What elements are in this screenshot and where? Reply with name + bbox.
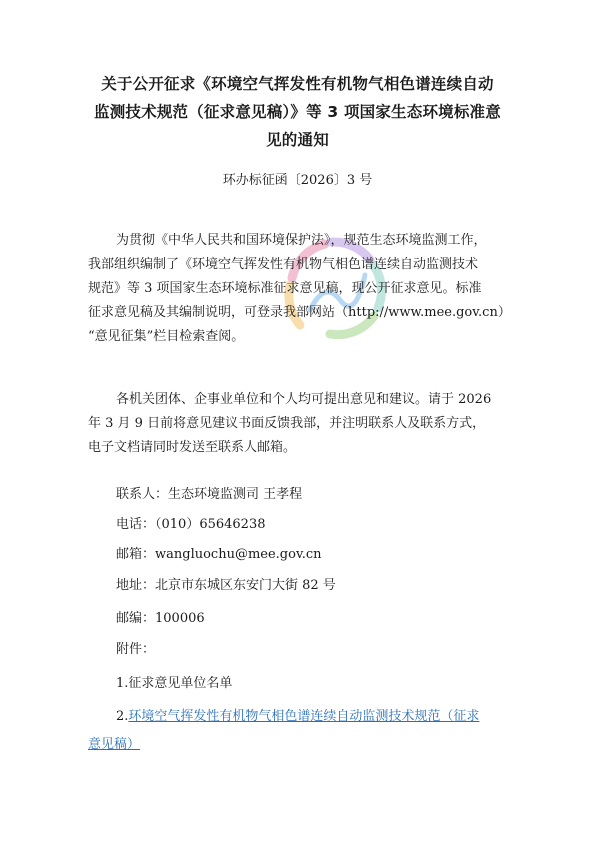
paragraph-2 — [88, 388, 518, 460]
attachments-heading: 附件： — [116, 642, 156, 657]
attachment-item-2-continued — [88, 736, 140, 754]
attachment-item-2-link-continued[interactable]: 意见稿） — [88, 737, 141, 752]
document-number: 环办标征函〔2026〕3 号 — [222, 173, 373, 188]
notice-title — [80, 70, 515, 154]
attachment-item-2 — [116, 708, 479, 726]
paragraph-1-line-5: “意见征集”栏目检索查阅。 — [88, 329, 245, 344]
paragraph-1-line-3: 规范》等 3 项国家生态环境标准征求意见稿，现公开征求意见。标准 — [88, 281, 482, 296]
contact-phone: 电话：（010）65646238 — [116, 517, 266, 532]
paragraph-1-line-4: 征求意见稿及其编制说明，可登录我部网站（http://www.mee.gov.cn） — [88, 305, 511, 320]
title-line-1: 关于公开征求《环境空气挥发性有机物气相色谱连续自动 — [101, 75, 494, 93]
paragraph-1-line-2: 我部组织编制了《环境空气挥发性有机物气相色谱连续自动监测技术 — [88, 257, 479, 272]
paragraph-2-line-2: 年 3 月 9 日前将意见建议书面反馈我部，并注明联系人及联系方式， — [88, 416, 486, 431]
attachment-item-1: 1.征求意见单位名单 — [116, 676, 233, 691]
paragraph-2-line-3: 电子文档请同时发送至联系人邮箱。 — [88, 440, 297, 455]
contact-address: 地址：北京市东城区东安门大街 82 号 — [116, 578, 336, 593]
paragraph-1 — [88, 229, 518, 349]
title-line-2: 监测技术规范（征求意见稿）》等 3 项国家生态环境标准意 — [94, 103, 501, 121]
attachment-item-2-link[interactable]: 环境空气挥发性有机物气相色谱连续自动监测技术规范（征求 — [128, 709, 480, 724]
paragraph-2-line-1: 各机关团体、企事业单位和个人均可提出意见和建议。请于 2026 — [116, 392, 492, 407]
contact-email: 邮箱：wangluochu@mee.gov.cn — [116, 547, 322, 562]
contact-person: 联系人：生态环境监测司 王孝程 — [116, 487, 303, 502]
attachment-item-2-number: 2. — [116, 709, 129, 724]
contact-postcode: 邮编：100006 — [116, 611, 205, 626]
title-line-3: 见的通知 — [266, 131, 329, 149]
paragraph-1-line-1: 为贯彻《中华人民共和国环境保护法》，规范生态环境监测工作， — [116, 233, 487, 248]
